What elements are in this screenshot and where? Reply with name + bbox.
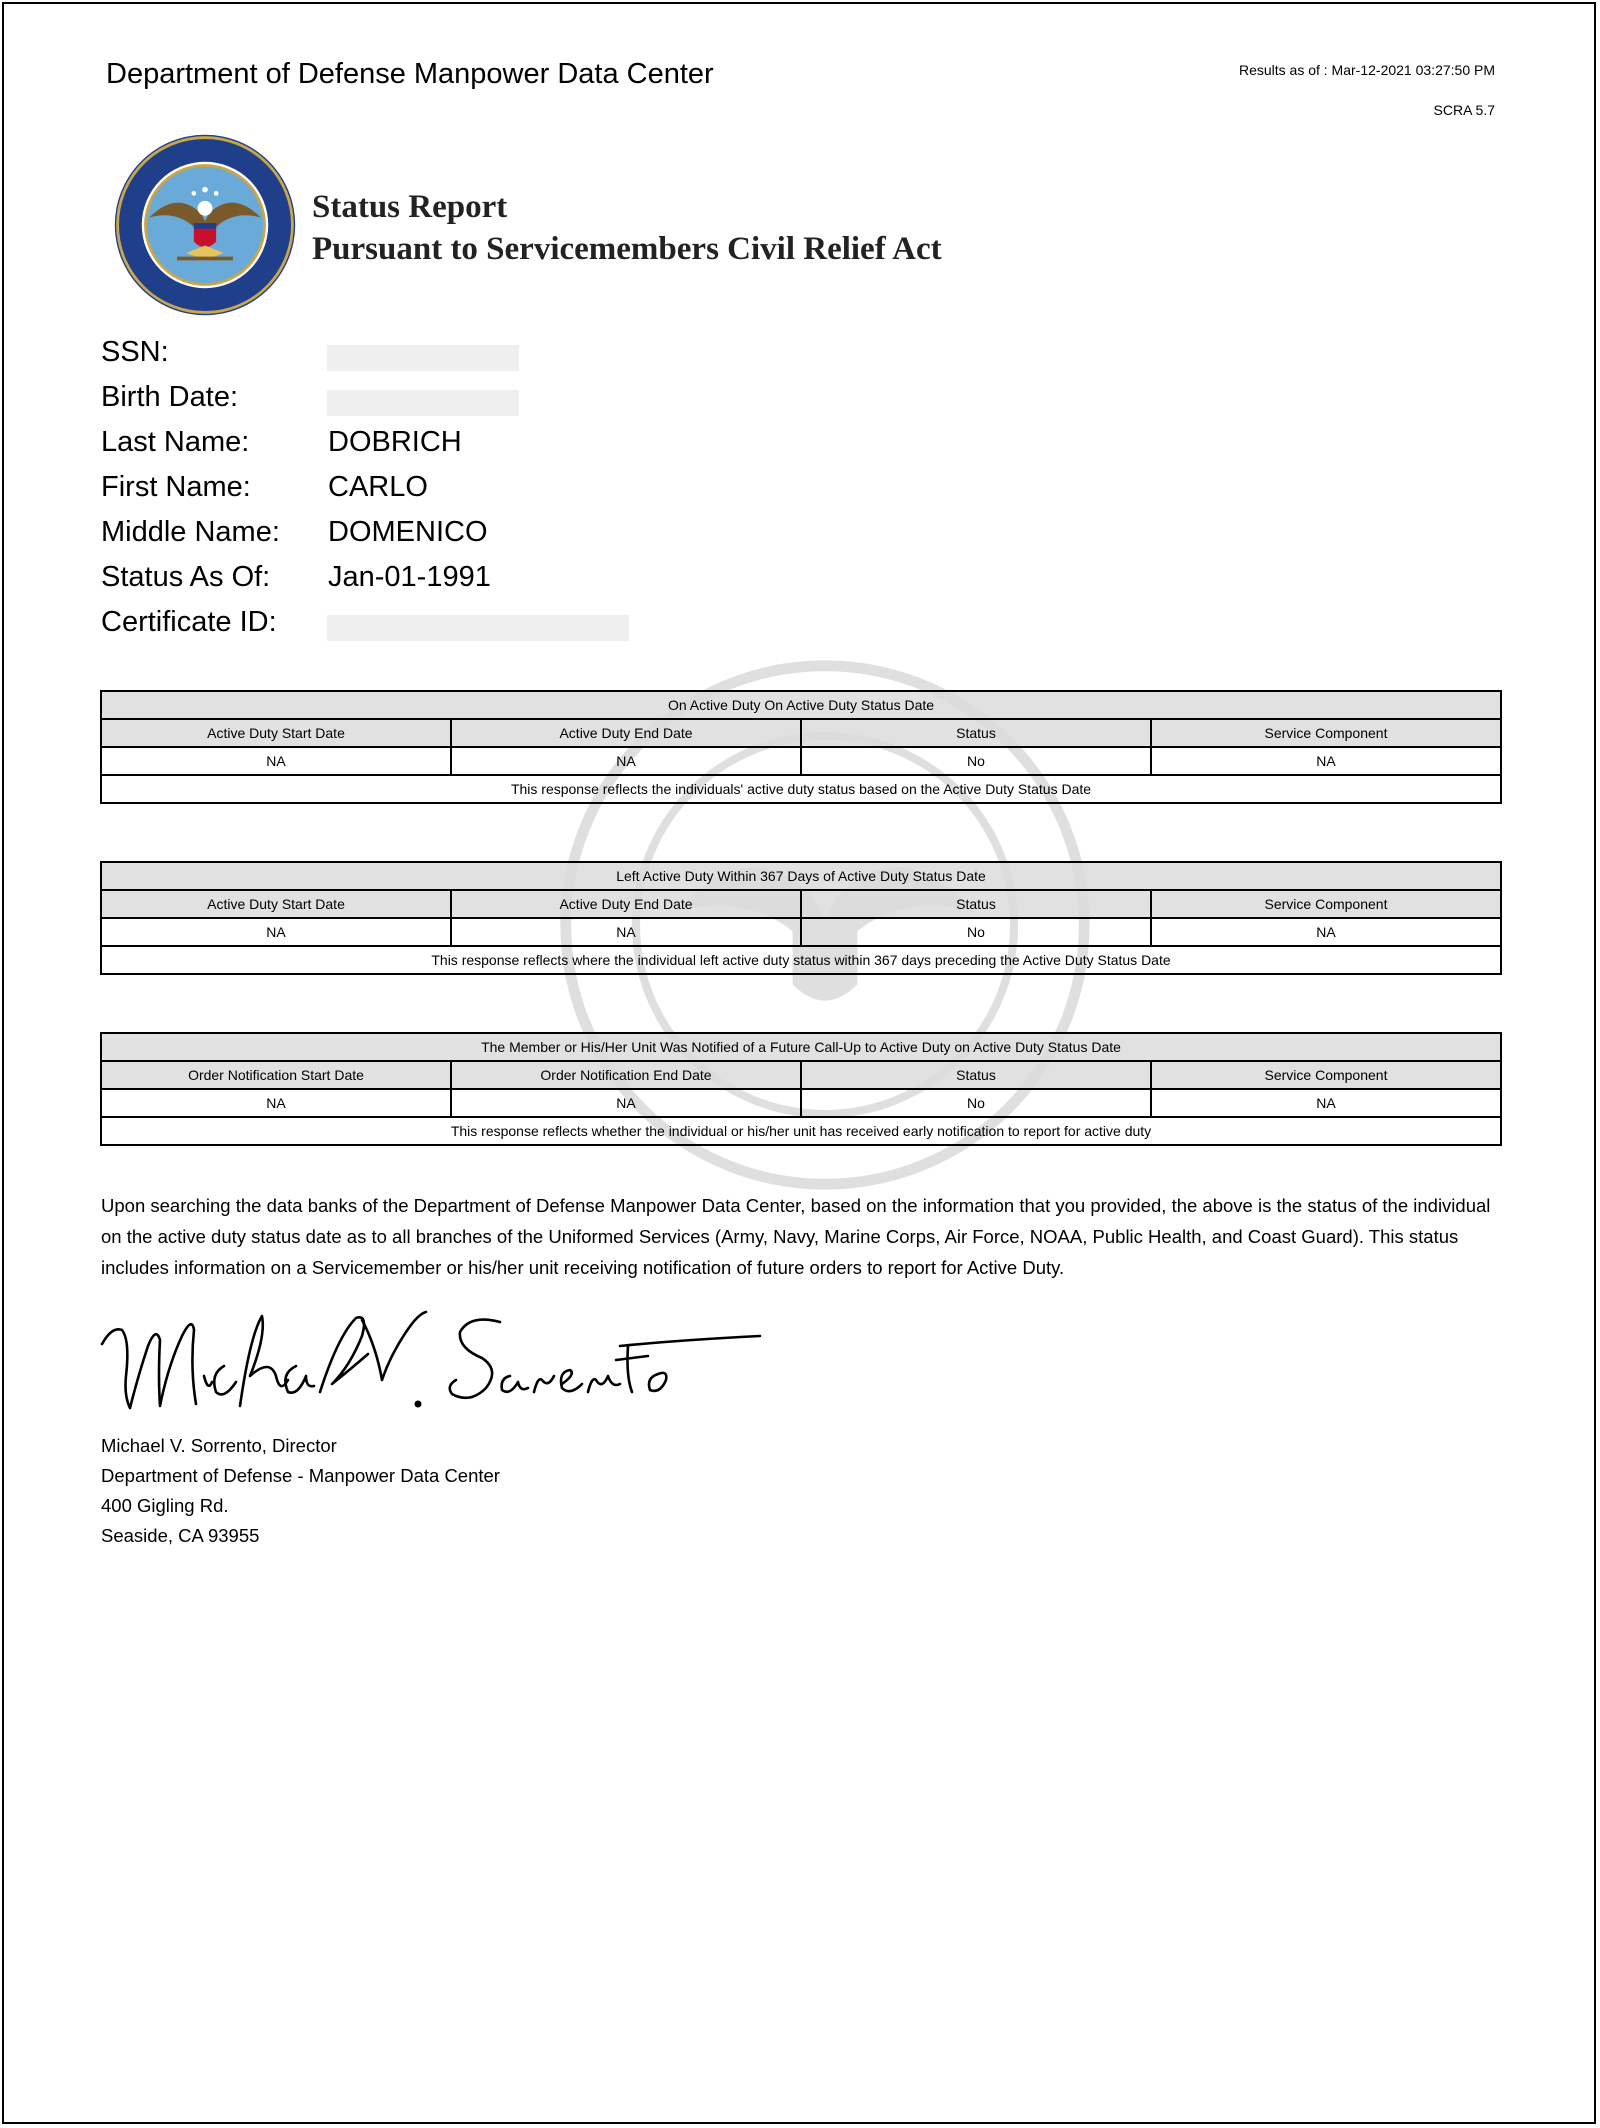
column-header: Order Notification End Date — [451, 1061, 801, 1089]
column-header: Active Duty End Date — [451, 719, 801, 747]
address-line-1: 400 Gigling Rd. — [101, 1495, 229, 1516]
field-row — [101, 471, 801, 516]
field-row — [101, 606, 801, 651]
column-header: Service Component — [1151, 890, 1501, 918]
version-label: SCRA 5.7 — [1433, 102, 1495, 118]
dod-seal-icon — [112, 132, 298, 318]
table-cell: NA — [101, 1089, 451, 1117]
column-header: Service Component — [1151, 1061, 1501, 1089]
agency-name: Department of Defense Manpower Data Center — [106, 58, 714, 90]
field-row — [101, 426, 801, 471]
table-row — [101, 918, 1501, 946]
column-header: Service Component — [1151, 719, 1501, 747]
column-header: Order Notification Start Date — [101, 1061, 451, 1089]
column-header: Active Duty End Date — [451, 890, 801, 918]
column-header: Active Duty Start Date — [101, 719, 451, 747]
status-table — [100, 861, 1502, 975]
report-title — [312, 186, 942, 270]
field-label: Status As Of: — [101, 561, 271, 593]
field-label: First Name: — [101, 471, 251, 503]
report-title-line2: Pursuant to Servicemembers Civil Relief Act — [312, 231, 942, 267]
table-note: This response reflects whether the individual or his/her unit has received early notification to report for active duty — [101, 1117, 1501, 1145]
table-cell: NA — [101, 918, 451, 946]
signer-name-title: Michael V. Sorrento, Director — [101, 1435, 337, 1456]
signature-icon — [100, 1296, 780, 1420]
status-table — [100, 1032, 1502, 1146]
table-title: On Active Duty On Active Duty Status Date — [101, 691, 1501, 719]
table-cell: NA — [1151, 1089, 1501, 1117]
redacted-value — [327, 345, 519, 371]
table-row — [101, 747, 1501, 775]
table-cell: NA — [1151, 918, 1501, 946]
table-cell: NA — [101, 747, 451, 775]
column-header: Status — [801, 890, 1151, 918]
field-value: CARLO — [328, 471, 428, 503]
address-line-2: Seaside, CA 93955 — [101, 1525, 260, 1546]
status-table — [100, 690, 1502, 804]
column-header: Active Duty Start Date — [101, 890, 451, 918]
field-label: SSN: — [101, 336, 169, 368]
table-cell: No — [801, 1089, 1151, 1117]
table-cell: No — [801, 918, 1151, 946]
table-title: Left Active Duty Within 367 Days of Active Duty Status Date — [101, 862, 1501, 890]
field-row — [101, 561, 801, 606]
field-label: Last Name: — [101, 426, 250, 458]
table-cell: NA — [451, 918, 801, 946]
table-cell: No — [801, 747, 1151, 775]
field-value: DOBRICH — [328, 426, 462, 458]
redacted-value — [327, 615, 629, 641]
field-row — [101, 336, 801, 381]
certification-paragraph: Upon searching the data banks of the Department of Defense Manpower Data Center, based on the information that you provided, the above is the status of the individual on the active duty status date as to all branches of the Uniformed Services (Army, Navy, Marine Corps, Air Force, NOAA, Public Health, and Coast Guard). This status includes information on a Servicemember or his/her unit receiving notification of future orders to report for Active Duty. — [101, 1195, 1491, 1278]
field-label: Birth Date: — [101, 381, 238, 413]
table-cell: NA — [1151, 747, 1501, 775]
field-row — [101, 516, 801, 561]
field-label: Middle Name: — [101, 516, 280, 548]
signer-org: Department of Defense - Manpower Data Center — [101, 1465, 500, 1486]
table-note: This response reflects where the individual left active duty status within 367 days preceding the Active Duty Status Date — [101, 946, 1501, 974]
column-header: Status — [801, 719, 1151, 747]
table-cell: NA — [451, 1089, 801, 1117]
table-note: This response reflects the individuals' active duty status based on the Active Duty Status Date — [101, 775, 1501, 803]
table-row — [101, 1089, 1501, 1117]
results-timestamp: Results as of : Mar-12-2021 03:27:50 PM — [1238, 62, 1495, 78]
column-header: Status — [801, 1061, 1151, 1089]
field-value: Jan-01-1991 — [328, 561, 491, 593]
field-label: Certificate ID: — [101, 606, 277, 638]
table-title: The Member or His/Her Unit Was Notified of a Future Call-Up to Active Duty on Active Duty Status Date — [101, 1033, 1501, 1061]
table-cell: NA — [451, 747, 801, 775]
field-value: DOMENICO — [328, 516, 488, 548]
redacted-value — [327, 390, 519, 416]
field-row — [101, 381, 801, 426]
signature-block — [101, 1431, 500, 1551]
report-title-line1: Status Report — [312, 189, 508, 225]
